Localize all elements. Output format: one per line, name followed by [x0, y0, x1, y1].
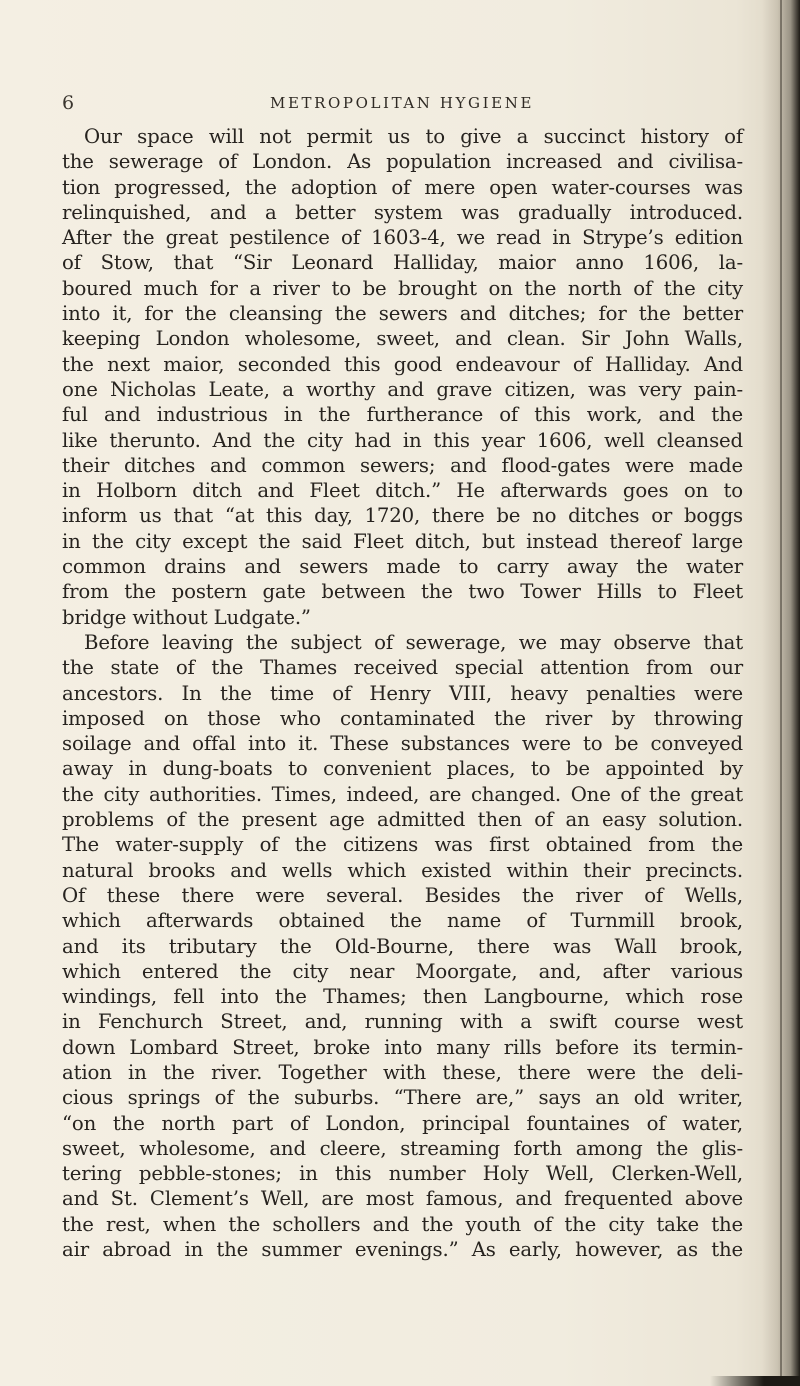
text-line: relinquished, and a better system was gradually introduced. — [62, 200, 743, 224]
text-line: Our space will not permit us to give a succinct history of — [84, 125, 743, 148]
text-line: ancestors. In the time of Henry VIII, heavy penalties were — [62, 681, 743, 705]
text-line: After the great pestilence of 1603-4, we read in Strype’s edition — [62, 226, 743, 250]
text-line: like therunto. And the city had in this year 1606, well cleansed — [62, 428, 743, 452]
text-line: down Lombard Street, broke into many rills before its termin- — [62, 1035, 743, 1059]
text-line: of Stow, that “Sir Leonard Halliday, maior anno 1606, la- — [62, 251, 743, 275]
text-line: keeping London wholesome, sweet, and clean. Sir John Walls, — [62, 327, 743, 351]
text-line: the sewerage of London. As population increased and civilisa- — [62, 150, 743, 174]
text-line: tering pebble-stones; in this number Holy Well, Clerken-Well, — [62, 1162, 743, 1186]
text-line: windings, fell into the Thames; then Langbourne, which rose — [62, 985, 743, 1009]
text-line: air abroad in the summer evenings.” As early, however, as the — [62, 1238, 743, 1262]
text-line: “on the north part of London, principal fountaines of water, — [62, 1111, 743, 1135]
text-line: The water-supply of the citizens was first obtained from the — [62, 833, 743, 857]
text-line: tion progressed, the adoption of mere open water-courses was — [62, 175, 743, 199]
text-line: problems of the present age admitted then of an easy solution. — [62, 808, 743, 832]
page-edge-line — [780, 0, 782, 1386]
text-line: which afterwards obtained the name of Turnmill brook, — [62, 909, 743, 933]
text-line: cious springs of the suburbs. “There are,” says an old writer, — [62, 1086, 743, 1110]
running-head — [62, 92, 742, 122]
text-line: the next maior, seconded this good endeavour of Halliday. And — [62, 352, 743, 376]
text-line: from the postern gate between the two Tower Hills to Fleet — [62, 580, 743, 604]
text-line: imposed on those who contaminated the river by throwing — [62, 706, 743, 730]
text-line: the state of the Thames received special attention from our — [62, 656, 743, 680]
page-number: 6 — [62, 92, 76, 114]
text-line: Of these there were several. Besides the river of Wells, — [62, 883, 743, 907]
text-line: one Nicholas Leate, a worthy and grave citizen, was very pain- — [62, 377, 743, 401]
running-title: METROPOLITAN HYGIENE — [269, 94, 534, 112]
text-line: common drains and sewers made to carry away the water — [62, 555, 743, 579]
text-line: sweet, wholesome, and cleere, streaming forth among the glis- — [62, 1136, 743, 1160]
text-line: boured much for a river to be brought on the north of the city — [62, 276, 743, 300]
text-line: bridge without Ludgate.” — [62, 605, 311, 629]
text-line: in Holborn ditch and Fleet ditch.” He afterwards goes on to — [62, 479, 743, 503]
text-line: in the city except the said Fleet ditch, but instead thereof large — [62, 529, 743, 553]
text-line: soilage and offal into it. These substances were to be conveyed — [62, 732, 743, 756]
text-line: into it, for the cleansing the sewers and ditches; for the better — [62, 302, 743, 326]
text-line: and its tributary the Old-Bourne, there was Wall brook, — [62, 934, 743, 958]
text-line: their ditches and common sewers; and flood-gates were made — [62, 453, 743, 477]
page-corner-shadow — [710, 1376, 800, 1386]
text-line: and St. Clement’s Well, are most famous, and frequented above — [62, 1187, 743, 1211]
text-line: the rest, when the schollers and the youth of the city take the — [62, 1212, 743, 1236]
text-line: ful and industrious in the furtherance of this work, and the — [62, 403, 743, 427]
text-line: ation in the river. Together with these, there were the deli- — [62, 1060, 743, 1084]
text-line: away in dung-boats to convenient places, to be appointed by — [62, 757, 743, 781]
text-line: Before leaving the subject of sewerage, we may observe that — [84, 630, 743, 654]
text-line: which entered the city near Moorgate, and, after various — [62, 959, 743, 983]
text-line: natural brooks and wells which existed within their precincts. — [62, 858, 743, 882]
text-line: in Fenchurch Street, and, running with a swift course west — [62, 1010, 743, 1034]
text-line: the city authorities. Times, indeed, are changed. One of the great — [62, 782, 743, 806]
text-line: inform us that “at this day, 1720, there be no ditches or boggs — [62, 504, 743, 528]
body-text — [62, 124, 743, 1262]
